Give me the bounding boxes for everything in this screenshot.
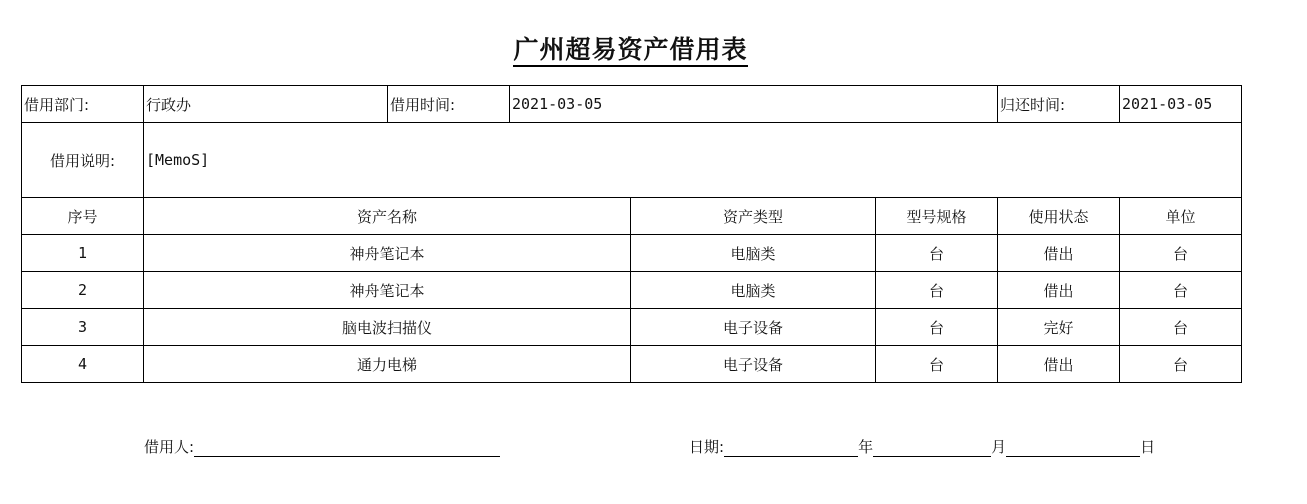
year-line[interactable] — [724, 439, 858, 457]
col-header-asset-type: 资产类型 — [631, 198, 876, 235]
col-header-model: 型号规格 — [876, 198, 998, 235]
cell-status: 借出 — [998, 272, 1120, 309]
month-label: 月 — [991, 438, 1007, 456]
memo-value: [MemoS] — [144, 123, 1242, 198]
cell-unit: 台 — [1120, 272, 1242, 309]
cell-model: 台 — [876, 346, 998, 383]
table-row — [22, 346, 1242, 383]
day-line[interactable] — [1006, 439, 1140, 457]
table-row — [22, 309, 1242, 346]
cell-asset-name: 通力电梯 — [144, 346, 631, 383]
col-header-asset-name: 资产名称 — [144, 198, 631, 235]
borrower-signature-line[interactable] — [194, 439, 500, 457]
cell-status: 完好 — [998, 309, 1120, 346]
cell-status: 借出 — [998, 346, 1120, 383]
cell-index: 2 — [22, 272, 144, 309]
cell-model: 台 — [876, 235, 998, 272]
cell-asset-name: 脑电波扫描仪 — [144, 309, 631, 346]
col-header-unit: 单位 — [1120, 198, 1242, 235]
cell-asset-name: 神舟笔记本 — [144, 235, 631, 272]
cell-unit: 台 — [1120, 309, 1242, 346]
cell-status: 借出 — [998, 235, 1120, 272]
dept-label: 借用部门: — [22, 86, 144, 123]
col-header-status: 使用状态 — [998, 198, 1120, 235]
cell-model: 台 — [876, 272, 998, 309]
cell-model: 台 — [876, 309, 998, 346]
cell-asset-type: 电脑类 — [631, 235, 876, 272]
table-row — [22, 272, 1242, 309]
date-label: 日期: — [689, 438, 725, 456]
dept-value: 行政办 — [144, 86, 388, 123]
day-label: 日 — [1140, 438, 1156, 456]
header-info-row — [22, 86, 1242, 123]
form-title-text: 广州超易资产借用表 — [513, 35, 747, 67]
column-header-row — [22, 198, 1242, 235]
asset-borrow-table — [21, 85, 1242, 383]
borrower-label: 借用人: — [144, 438, 195, 456]
return-time-label: 归还时间: — [998, 86, 1120, 123]
table-row — [22, 235, 1242, 272]
form-title — [0, 30, 1261, 66]
cell-unit: 台 — [1120, 235, 1242, 272]
cell-index: 4 — [22, 346, 144, 383]
cell-asset-type: 电子设备 — [631, 309, 876, 346]
year-label: 年 — [858, 438, 874, 456]
col-header-index: 序号 — [22, 198, 144, 235]
cell-asset-type: 电脑类 — [631, 272, 876, 309]
return-time-value: 2021-03-05 — [1120, 86, 1242, 123]
memo-row — [22, 123, 1242, 198]
cell-unit: 台 — [1120, 346, 1242, 383]
month-line[interactable] — [873, 439, 991, 457]
cell-asset-name: 神舟笔记本 — [144, 272, 631, 309]
memo-label: 借用说明: — [22, 123, 144, 198]
borrow-time-label: 借用时间: — [388, 86, 510, 123]
borrow-time-value: 2021-03-05 — [510, 86, 998, 123]
date-signature — [689, 436, 1155, 457]
cell-index: 3 — [22, 309, 144, 346]
borrower-signature — [144, 436, 500, 457]
cell-index: 1 — [22, 235, 144, 272]
cell-asset-type: 电子设备 — [631, 346, 876, 383]
